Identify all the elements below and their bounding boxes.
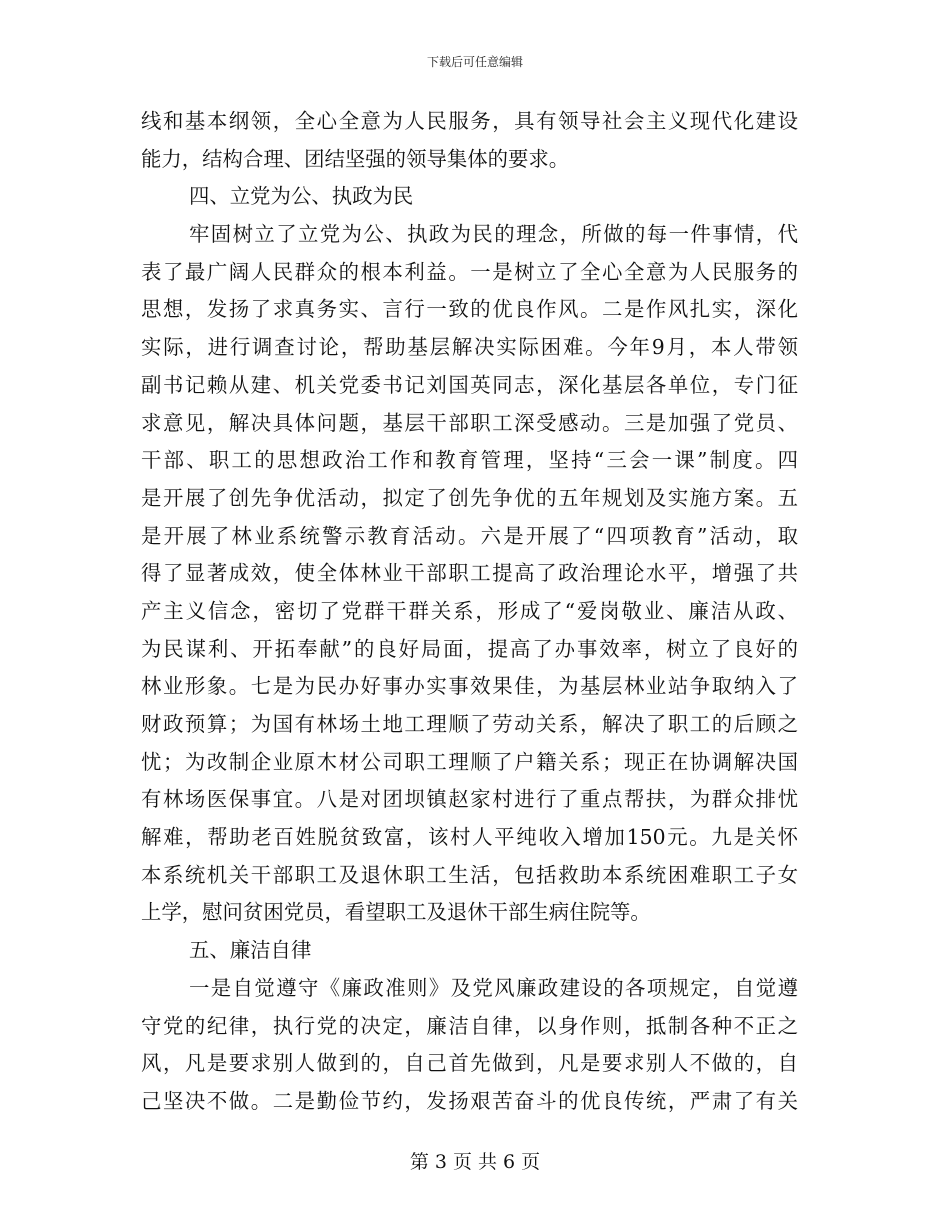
text-line: 有林场医保事宜。八是对团坝镇赵家村进行了重点帮扶，为群众排忧 bbox=[141, 787, 798, 812]
section-heading: 四、立党为公、执政为民 bbox=[189, 184, 414, 209]
text-line: 林业形象。七是为民办好事办实事效果佳，为基层林业站争取纳入了 bbox=[141, 674, 798, 699]
text-line: 解难，帮助老百姓脱贫致富，该村人平纯收入增加150元。九是关怀 bbox=[141, 825, 798, 850]
text-line: 本系统机关干部职工及退休职工生活，包括救助本系统困难职工子女 bbox=[141, 862, 798, 887]
text-line: 干部、职工的思想政治工作和教育管理，坚持“三会一课”制度。四 bbox=[141, 448, 798, 473]
text-line: 思想，发扬了求真务实、言行一致的优良作风。二是作风扎实，深化 bbox=[141, 297, 798, 322]
text-line: 牢固树立了立党为公、执政为民的理念，所做的每一件事情，代 bbox=[189, 222, 798, 247]
text-line: 是开展了林业系统警示教育活动。六是开展了“四项教育”活动，取 bbox=[141, 523, 798, 548]
text-line: 产主义信念，密切了党群干群关系，形成了“爱岗敬业、廉洁从政、 bbox=[141, 598, 798, 623]
text-line: 能力，结构合理、团结坚强的领导集体的要求。 bbox=[141, 146, 570, 171]
text-line: 为民谋利、开拓奉献”的良好局面，提高了办事效率，树立了良好的 bbox=[141, 636, 798, 661]
document-body bbox=[141, 103, 798, 1121]
text-line: 求意见，解决具体问题，基层干部职工深受感动。三是加强了党员、 bbox=[141, 410, 798, 435]
text-line: 线和基本纲领，全心全意为人民服务，具有领导社会主义现代化建设 bbox=[141, 109, 798, 133]
page-footer: 第 3 页 共 6 页 bbox=[409, 1151, 541, 1173]
text-line: 实际，进行调查讨论，帮助基层解决实际困难。今年9月，本人带领 bbox=[141, 335, 798, 360]
text-line: 副书记赖从建、机关党委书记刘国英同志，深化基层各单位，专门征 bbox=[141, 372, 798, 397]
text-line: 得了显著成效，使全体林业干部职工提高了政治理论水平，增强了共 bbox=[141, 561, 798, 586]
text-line: 风，凡是要求别人做到的，自己首先做到，凡是要求别人不做的，自 bbox=[141, 1051, 798, 1076]
page-header: 下载后可任意编辑 bbox=[426, 55, 523, 69]
text-line: 表了最广阔人民群众的根本利益。一是树立了全心全意为人民服务的 bbox=[141, 259, 798, 284]
text-line: 上学，慰问贫困党员，看望职工及退休干部生病住院等。 bbox=[141, 900, 651, 925]
text-line: 一是自觉遵守《廉政准则》及党风廉政建设的各项规定，自觉遵 bbox=[189, 975, 798, 1000]
text-line: 守党的纪律，执行党的决定，廉洁自律，以身作则，抵制各种不正之 bbox=[141, 1013, 798, 1038]
text-line: 己坚决不做。二是勤俭节约，发扬艰苦奋斗的优良传统，严肃了有关 bbox=[141, 1088, 798, 1113]
section-heading: 五、廉洁自律 bbox=[189, 938, 312, 963]
text-line: 财政预算；为国有林场土地工理顺了劳动关系，解决了职工的后顾之 bbox=[141, 712, 798, 736]
text-line: 是开展了创先争优活动，拟定了创先争优的五年规划及实施方案。五 bbox=[141, 485, 798, 510]
text-line: 忧；为改制企业原木材公司职工理顺了户籍关系；现正在协调解决国 bbox=[141, 749, 798, 774]
